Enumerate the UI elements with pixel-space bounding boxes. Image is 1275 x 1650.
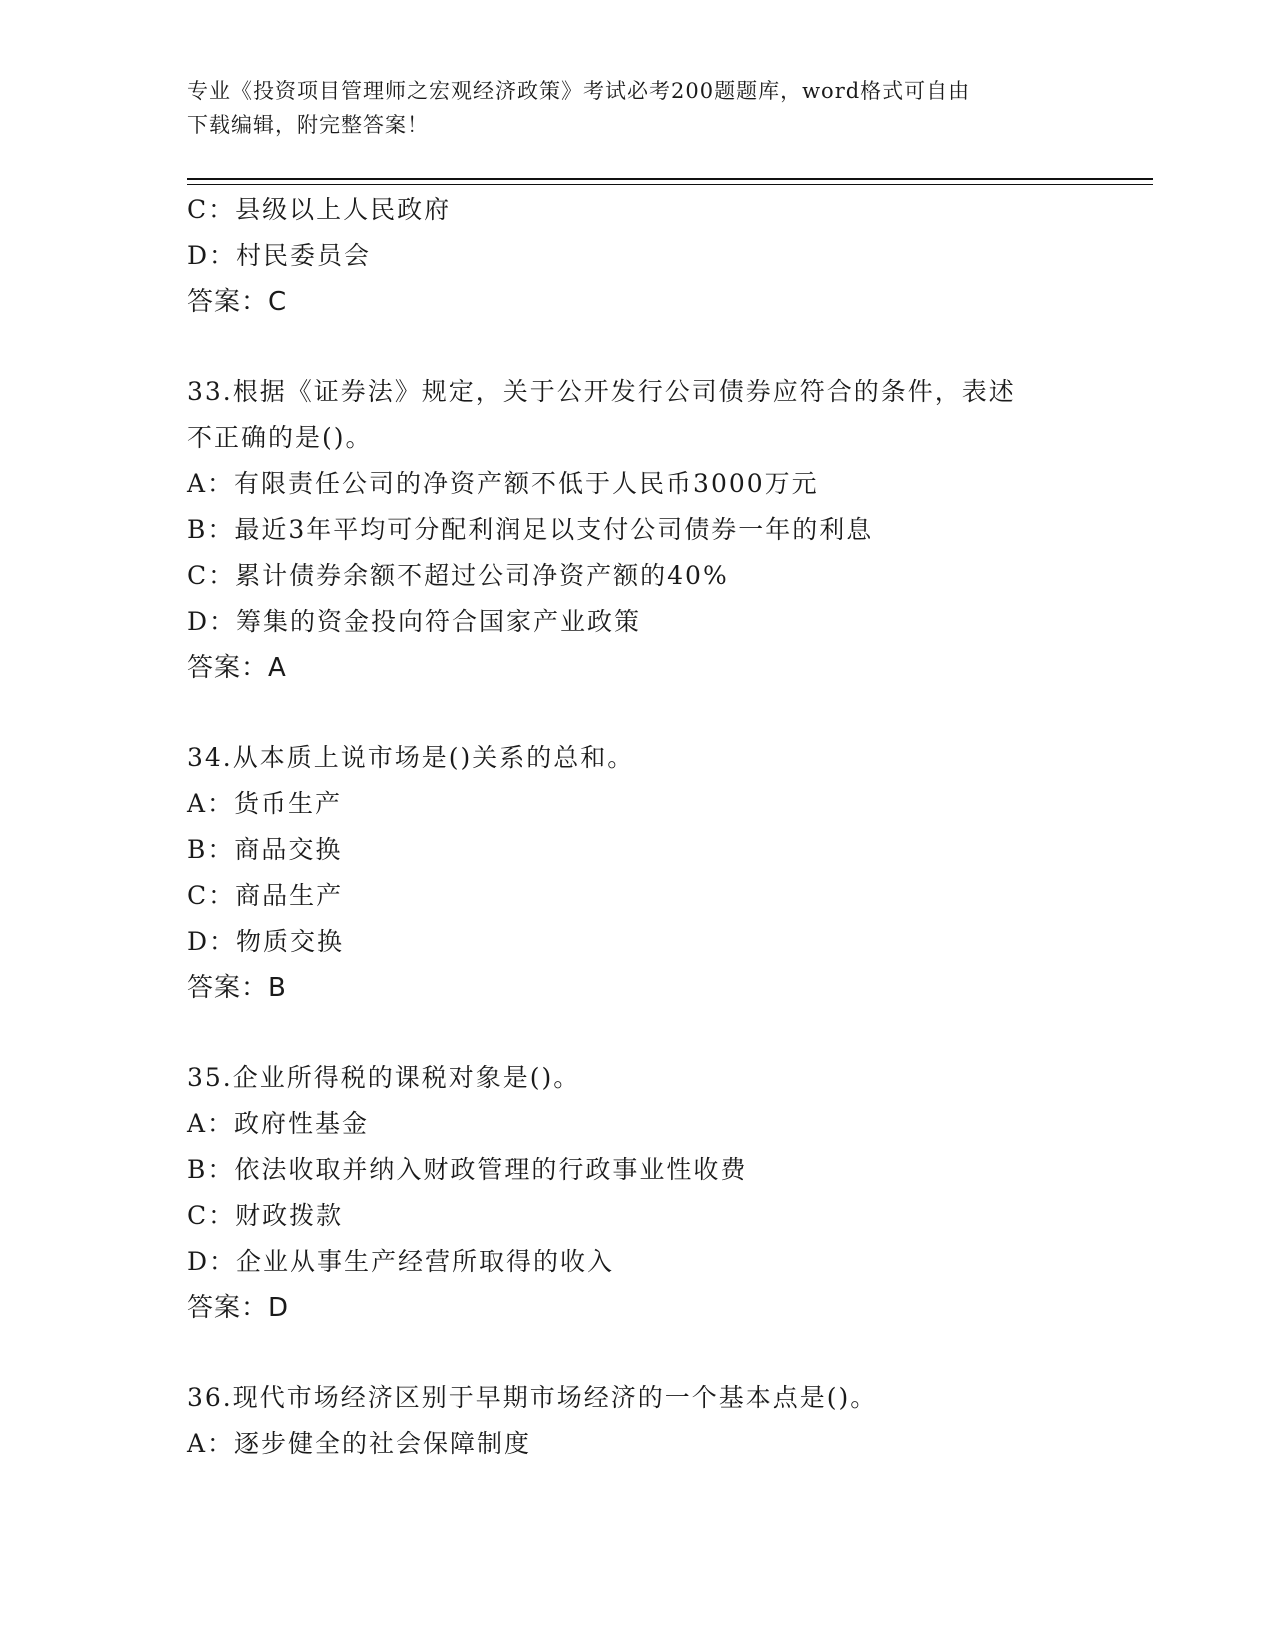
option-a: A：有限责任公司的净资产额不低于人民币3000万元 — [187, 469, 819, 498]
option-c: C：累计债券余额不超过公司净资产额的40% — [187, 561, 729, 590]
question-stem: 33.根据《证券法》规定，关于公开发行公司债券应符合的条件，表述 — [187, 377, 1016, 406]
option-c: C：财政拨款 — [187, 1201, 344, 1230]
option-b: B：最近3年平均可分配利润足以支付公司债券一年的利息 — [187, 515, 874, 544]
option-c: C：县级以上人民政府 — [187, 195, 452, 224]
option-d: D：筹集的资金投向符合国家产业政策 — [187, 607, 642, 636]
question-36 — [187, 1375, 1087, 1467]
option-a: A：逐步健全的社会保障制度 — [187, 1429, 532, 1458]
question-stem: 不正确的是()。 — [187, 423, 373, 452]
option-b: B：依法收取并纳入财政管理的行政事业性收费 — [187, 1155, 748, 1184]
header-line-2: 下载编辑，附完整答案！ — [187, 113, 429, 137]
question-stem: 35.企业所得税的课税对象是()。 — [187, 1063, 581, 1092]
question-34 — [187, 735, 1087, 1011]
document-header — [187, 74, 1067, 142]
option-a: A：货币生产 — [187, 789, 343, 818]
header-divider-thin — [187, 184, 1153, 185]
question-stem: 34.从本质上说市场是()关系的总和。 — [187, 743, 635, 772]
question-35 — [187, 1055, 1087, 1331]
header-divider-thick — [187, 178, 1153, 180]
answer: 答案：A — [187, 653, 287, 683]
answer: 答案：D — [187, 1293, 290, 1323]
option-c: C：商品生产 — [187, 881, 344, 910]
question-stem: 36.现代市场经济区别于早期市场经济的一个基本点是()。 — [187, 1383, 878, 1412]
option-a: A：政府性基金 — [187, 1109, 370, 1138]
option-d: D：村民委员会 — [187, 241, 372, 270]
option-d: D：企业从事生产经营所取得的收入 — [187, 1247, 615, 1276]
question-32-continued — [187, 187, 1087, 325]
option-d: D：物质交换 — [187, 927, 345, 956]
option-b: B：商品交换 — [187, 835, 343, 864]
header-line-1: 专业《投资项目管理师之宏观经济政策》考试必考200题题库，word格式可自由 — [187, 79, 971, 103]
answer: 答案：C — [187, 287, 288, 317]
question-list — [187, 187, 1087, 1467]
question-33 — [187, 369, 1087, 691]
answer: 答案：B — [187, 973, 287, 1003]
